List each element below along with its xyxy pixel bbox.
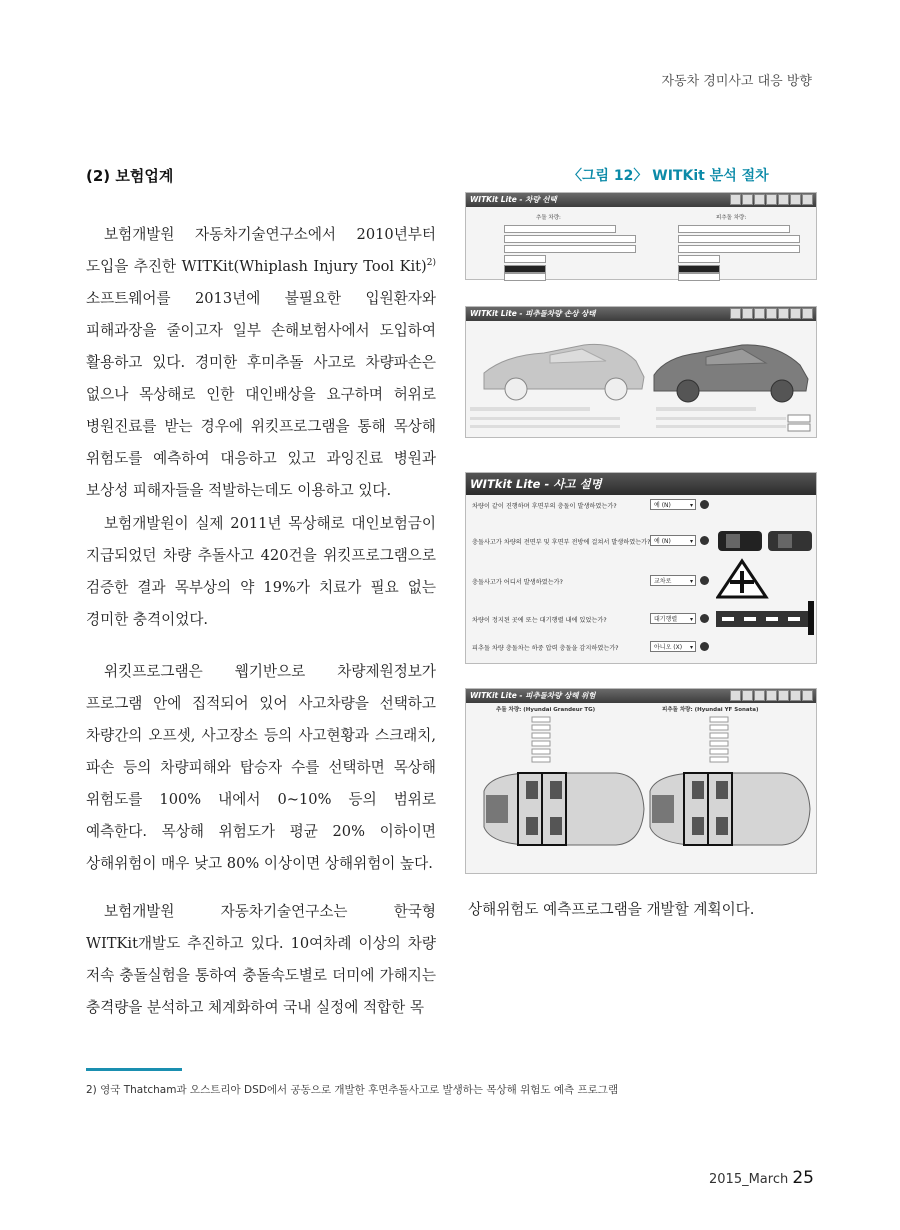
rear-end-cars-icon: [718, 531, 812, 551]
paragraph-continuation: 상해위험도 예측프로그램을 개발할 계획이다.: [468, 901, 755, 918]
intersection-sign-icon: [718, 561, 766, 597]
issue-label: 2015_March: [709, 1172, 789, 1187]
panel-4-right-head: 피추돌 차량: (Hyundai YF Sonata): [662, 707, 759, 713]
panel-vehicle-select: [465, 192, 817, 280]
injury-risk-illustration: [466, 713, 816, 873]
figure-caption: 〈그림 12〉 WITKit 분석 절차: [568, 168, 769, 184]
queue-road-icon: [716, 601, 814, 635]
help-icon[interactable]: [700, 500, 709, 509]
panel-4-titlebar: [466, 689, 816, 703]
answer-select-2[interactable]: 예 (N) ▾: [650, 535, 696, 546]
accident-diagrams: [716, 525, 816, 645]
answer-select-3[interactable]: 교차로 ▾: [650, 575, 696, 586]
answer-select-1[interactable]: 예 (N) ▾: [650, 499, 696, 510]
page-footer: [709, 1168, 814, 1188]
panel-1-title: WITKit Lite - 차량 선택: [470, 195, 557, 204]
panel-3-titlebar: [466, 473, 816, 495]
help-icon[interactable]: [700, 614, 709, 623]
panel-1-left-head: 추돌 차량:: [536, 215, 561, 221]
footnote: 2) 영국 Thatcham과 오스트리아 DSD에서 공동으로 개발한 후면추돌사고로 발생하는 목상해 위험도 예측 프로그램: [86, 1084, 619, 1096]
question-1: 차량이 같이 진행하며 후면부의 충돌이 발생하였는가?: [472, 503, 617, 510]
question-2: 충돌사고가 차량의 전면부 및 후면부 전방에 걸쳐서 발생하였는가?: [472, 539, 651, 546]
damage-cars-illustration: [466, 321, 816, 437]
struck-car-image: [654, 345, 808, 402]
page-number: 25: [792, 1168, 814, 1188]
help-icon[interactable]: [700, 536, 709, 545]
paragraph-1-text: 보험개발원 자동차기술연구소에서 2010년부터 도입을 추진한 WITKit(Whiplash Injury Tool Kit): [86, 226, 436, 275]
toolbar-icons: [729, 308, 813, 322]
answer-select-4[interactable]: 대기행렬 ▾: [650, 613, 696, 624]
struck-car-topview: [650, 773, 810, 845]
toolbar-icons: [729, 690, 813, 704]
help-icon[interactable]: [700, 576, 709, 585]
question-5: 피추돌 차량 충돌차는 하중 압력 충돌을 감지하였는가?: [472, 645, 619, 652]
paragraph-1-cont: 소프트웨어를 2013년에 불필요한 입원환자와 피해과장을 줄이고자 일부 손해보험사에서 도입하여 활용하고 있다. 경미한 후미추돌 사고로 차량파손은 없으나 목상해로 인한 대인배상을 요구하며 허위로 병원진료를 받는 경우에 위킷프로그램을 통해 목상해 위험도를 예측하여 대응하고 있고 과잉진료 병원과 보상성 피해자들을 적발하는데도 이용하고 있다.: [86, 290, 436, 499]
panel-accident-description: [465, 472, 817, 664]
panel-2-titlebar: [466, 307, 816, 321]
footnote-ref: 2): [426, 258, 436, 269]
panel-3-title: WITkit Lite - 사고 설명: [470, 477, 602, 491]
witkit-figure: [465, 192, 817, 874]
toolbar-icons: [729, 194, 813, 208]
answer-select-5[interactable]: 아니오 (X) ▾: [650, 641, 696, 652]
footnote-rule: [86, 1068, 182, 1071]
paragraph-4-text: 보험개발원 자동차기술연구소는 한국형 WITKit개발도 추진하고 있다. 10여차례 이상의 차량 저속 충돌실험을 통하여 충돌속도별로 더미에 가해지는 충격량을 분석하고 체계화하여 국내 실정에 적합한 목: [86, 903, 436, 1016]
panel-2-title: WITKit Lite - 피추돌차량 손상 상태: [470, 309, 596, 318]
paragraph-3-text: 위킷프로그램은 웹기반으로 차량제원정보가 프로그램 안에 집적되어 있어 사고차량을 선택하고 차량간의 오프셋, 사고장소 등의 사고현황과 스크래치, 파손 등의 차량피해와 탑승자 수를 선택하면 목상해 위험도를 100% 내에서 0~10% 등의 범위로 예측한다. 목상해 위험도가 평균 20% 이하이면 상해위험이 매우 낮고 80% 이상이면 상해위험이 높다.: [86, 663, 436, 872]
question-3: 충돌사고가 어디서 발생하였는가?: [472, 579, 563, 586]
paragraph-3: [86, 656, 436, 880]
panel-damage-state: [465, 306, 817, 438]
striking-car-image: [484, 344, 644, 400]
help-icon[interactable]: [700, 642, 709, 651]
panel-1-titlebar: [466, 193, 816, 207]
running-header: 자동차 경미사고 대응 방향: [661, 74, 812, 89]
question-4: 차량이 정지된 곳에 또는 대기행렬 내에 있었는가?: [472, 617, 607, 624]
paragraph-2-text: 보험개발원이 실제 2011년 목상해로 대인보험금이 지급되었던 차량 추돌사고 420건을 위킷프로그램으로 검증한 결과 목부상의 약 19%가 치료가 필요 없는 경미한 충격이었다.: [86, 515, 436, 628]
panel-1-right-head: 피추돌 차량:: [716, 215, 747, 221]
panel-injury-risk: [465, 688, 817, 874]
section-title: (2) 보험업계: [86, 167, 174, 185]
paragraph-4: [86, 896, 436, 1024]
paragraph-2: [86, 508, 436, 636]
panel-4-title: WITKit Lite - 피추돌차량 상해 위험: [470, 691, 596, 700]
striking-car-topview: [484, 773, 644, 845]
paragraph-1: [86, 219, 436, 507]
panel-4-left-head: 추돌 차량: (Hyundai Grandeur TG): [496, 707, 596, 713]
